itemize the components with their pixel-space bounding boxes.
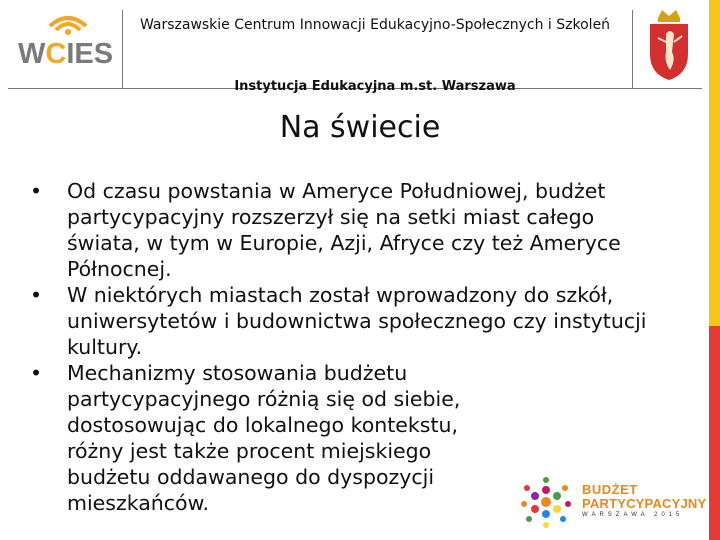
header-divider-left — [122, 10, 123, 88]
bullet-marker: • — [30, 283, 43, 307]
bp-logo-line2: PARTYCYPACYJNY — [582, 496, 707, 511]
bullet-list — [30, 178, 670, 516]
wcies-logo — [14, 10, 114, 70]
institution-name: Instytucja Edukacyjna m.st. Warszawa — [234, 79, 516, 94]
bullet-text: W niektórych miastach został wprowadzony do szkół, uniwersytetów i budownictwa społecznego czy instytucji kultury. — [67, 283, 647, 359]
side-stripe-red — [709, 326, 720, 540]
slide-header — [0, 0, 720, 100]
wcies-logo-text: WCIES — [18, 38, 114, 70]
flower-dots-icon — [516, 474, 576, 530]
bp-logo-line1: BUDŻET — [582, 482, 638, 497]
side-stripe-yellow — [709, 0, 720, 326]
slide-title: Na świecie — [279, 110, 441, 145]
warsaw-crest-icon — [644, 8, 694, 82]
bullet-marker: • — [30, 179, 43, 203]
organization-name: Warszawskie Centrum Innowacji Edukacyjno-Społecznych i Szkoleń — [139, 17, 611, 33]
list-item — [30, 282, 670, 360]
list-item — [30, 178, 670, 282]
bullet-marker: • — [30, 361, 43, 385]
bullet-text: Mechanizmy stosowania budżetu partycypacyjnego różnią się od siebie, dostosowując do lokalnego kontekstu, różny jest także procent miejskiego budżetu oddawanego do dyspozycji mieszkańców. — [67, 361, 461, 515]
decorative-side-stripe — [709, 0, 720, 540]
bullet-text: Od czasu powstania w Ameryce Południowej, budżet partycypacyjny rozszerzył się na setki miast całego świata, w tym w Europie, Azji, Afryce czy też Ameryce Północnej. — [67, 179, 621, 281]
bp-logo-line3: WARSZAWA 2015 — [582, 512, 684, 518]
budzet-partycypacyjny-logo — [516, 474, 707, 530]
header-divider-right — [632, 10, 633, 88]
